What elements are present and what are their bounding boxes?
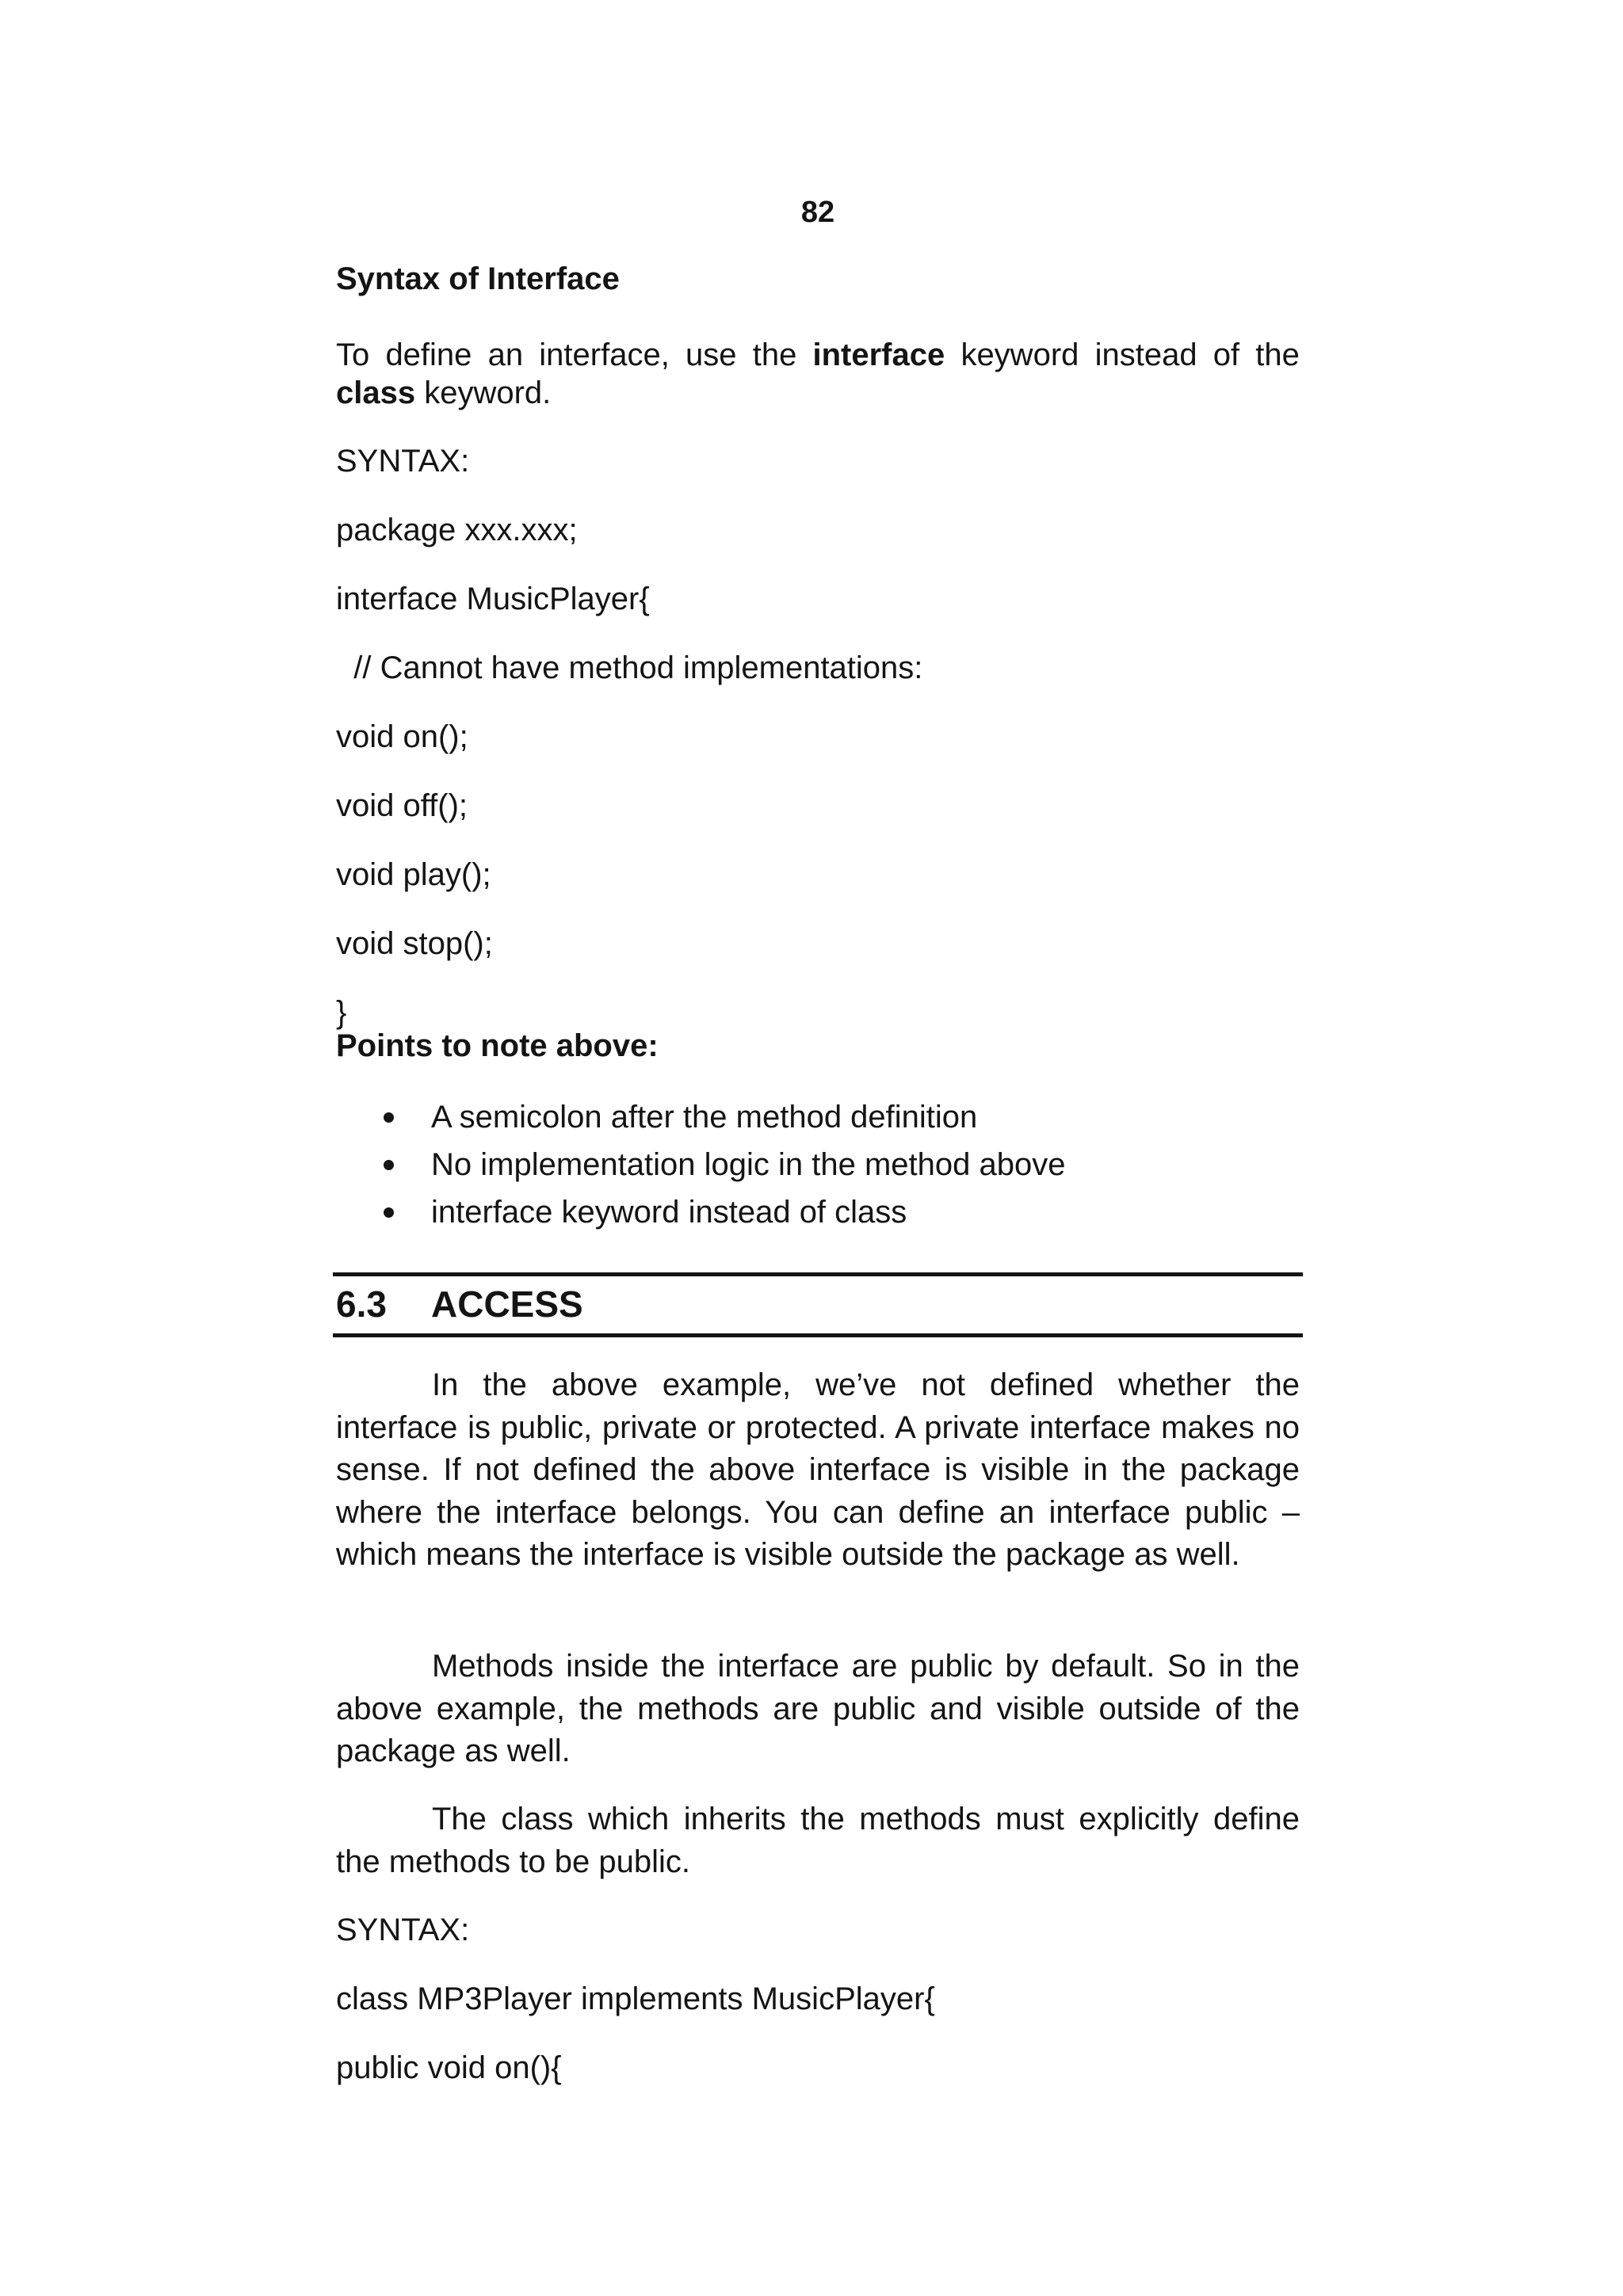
- bullet-icon: [384, 1112, 394, 1123]
- section-top-rule: [333, 1272, 1303, 1276]
- heading-syntax-of-interface: Syntax of Interface: [336, 261, 620, 296]
- intro-word: keyword: [960, 338, 1079, 372]
- code-line: void play();: [336, 857, 491, 892]
- intro-word: an: [487, 338, 524, 372]
- syntax-label: SYNTAX:: [336, 1913, 470, 1947]
- intro-keyword-class: class: [336, 376, 416, 410]
- intro-word: of: [1212, 338, 1240, 372]
- paragraph-access-2: Methods inside the interface are public by default. So in the above example, the methods are public and visible outside of the package as well.: [336, 1649, 1300, 1768]
- intro-line-2: [336, 374, 1300, 412]
- intro-paragraph: [336, 336, 1300, 412]
- intro-word: To: [336, 338, 370, 372]
- syntax-label: SYNTAX:: [336, 444, 470, 479]
- list-item-text: No implementation logic in the method above: [431, 1147, 1066, 1182]
- section-heading: [336, 1282, 583, 1326]
- points-heading: Points to note above:: [336, 1028, 659, 1063]
- intro-word: define: [385, 338, 472, 372]
- list-item-text: A semicolon after the method definition: [431, 1100, 978, 1135]
- code-line: class MP3Player implements MusicPlayer{: [336, 1981, 935, 2016]
- intro-word: instead: [1094, 338, 1197, 372]
- code-line: interface MusicPlayer{: [336, 582, 650, 616]
- points-list: [336, 1098, 1300, 1241]
- intro-word: interface,: [539, 338, 670, 372]
- code-line: void off();: [336, 788, 468, 823]
- intro-line-1: [336, 336, 1300, 374]
- section-bottom-rule: [333, 1333, 1303, 1337]
- code-line: public void on(){: [336, 2050, 562, 2085]
- bullet-icon: [384, 1160, 394, 1170]
- section-number: 6.3: [336, 1283, 387, 1325]
- intro-word: the: [1255, 338, 1300, 372]
- intro-word: use: [685, 338, 737, 372]
- code-line: void stop();: [336, 926, 493, 961]
- paragraph-access-3: The class which inherits the methods must explicitly define the methods to be public.: [336, 1802, 1300, 1879]
- intro-keyword-interface: interface: [812, 338, 945, 372]
- intro-line-2-text: keyword.: [415, 376, 552, 410]
- list-item: [336, 1098, 1300, 1146]
- code-comment-line: // Cannot have method implementations:: [336, 650, 923, 685]
- list-item-text: interface keyword instead of class: [431, 1195, 907, 1230]
- intro-word: the: [752, 338, 797, 372]
- list-item: [336, 1193, 1300, 1241]
- code-line: void on();: [336, 719, 468, 754]
- paragraph-access-1: In the above example, we’ve not defined whether the interface is public, private or protected. A private interface makes no sense. If not defined the above interface is visible in the package where the interface belongs. You can define an interface public – which means the interface is visible outside the package as well.: [336, 1367, 1300, 1572]
- section-title: ACCESS: [431, 1283, 583, 1325]
- page-number: 82: [800, 196, 835, 229]
- bullet-icon: [384, 1207, 394, 1218]
- code-closing-brace: }: [336, 995, 347, 1030]
- document-page: [336, 0, 1300, 2296]
- list-item: [336, 1146, 1300, 1193]
- code-line: package xxx.xxx;: [336, 513, 578, 547]
